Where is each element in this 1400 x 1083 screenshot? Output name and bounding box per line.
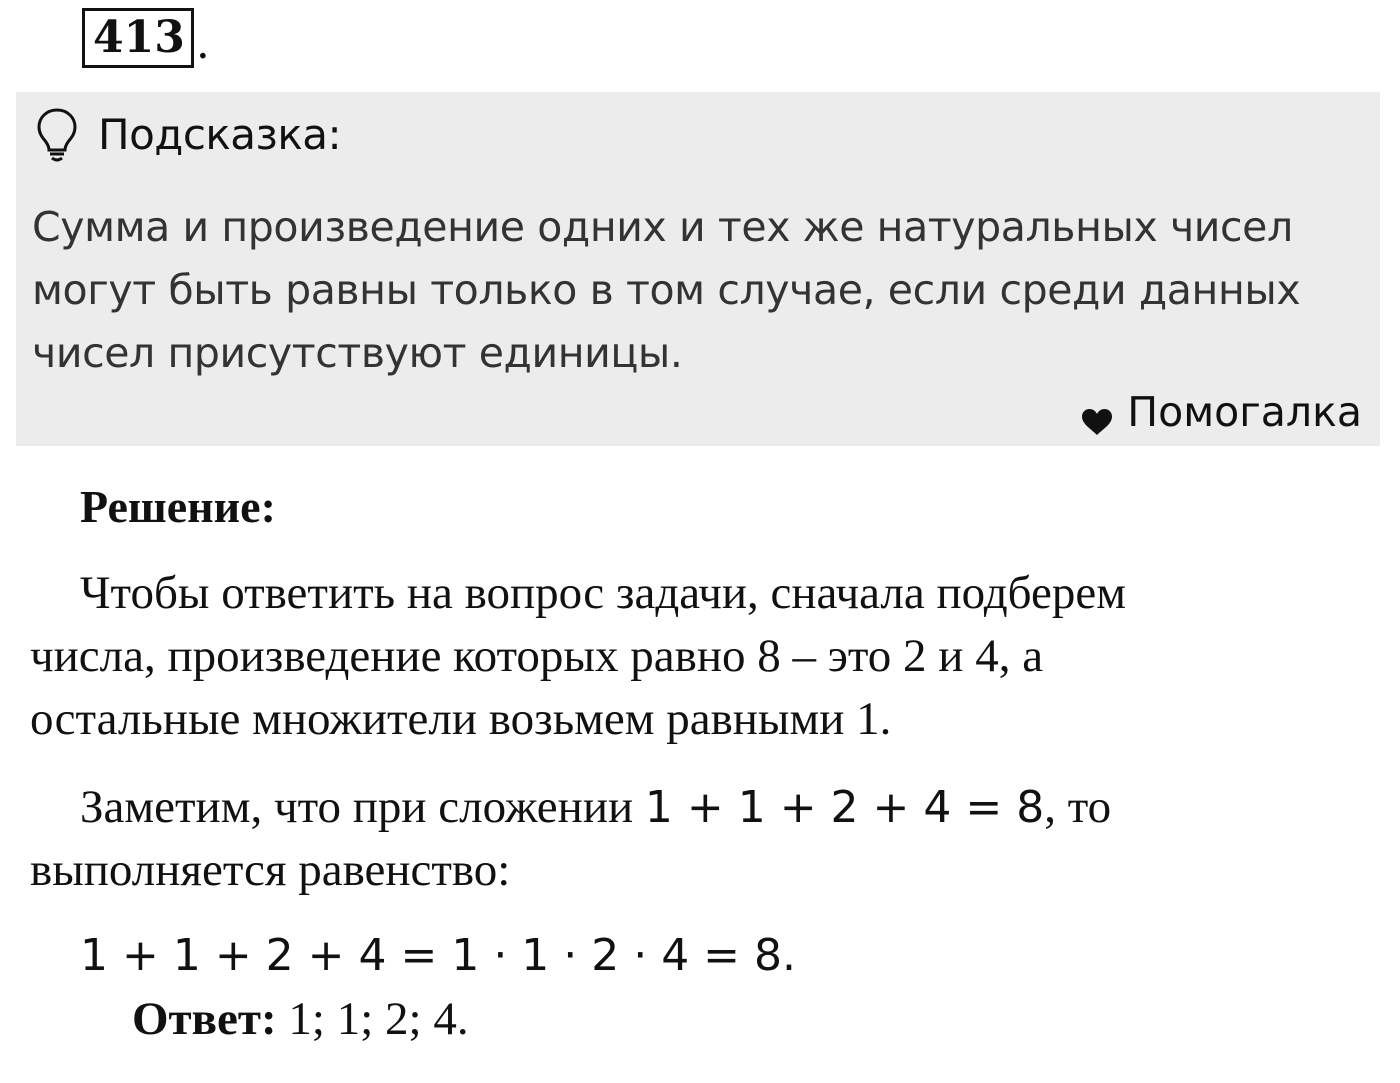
problem-number-suffix: .: [195, 18, 210, 69]
main-equation: 1 + 1 + 2 + 4 = 1 · 1 · 2 · 4 = 8.: [80, 930, 797, 981]
paragraph-line: Чтобы ответить на вопрос задачи, сначала подберем: [80, 567, 1126, 619]
paragraph-text: Заметим, что при сложении: [80, 781, 645, 833]
paragraph-line: остальные множители возьмем равными 1.: [30, 693, 892, 745]
solution-paragraph: [30, 776, 1111, 902]
answer-value: 1; 1; 2; 4.: [276, 993, 469, 1045]
solution-heading: Решение:: [80, 481, 276, 532]
answer-label: Ответ:: [132, 993, 277, 1045]
inline-math: 1 + 1 + 2 + 4 = 8: [644, 782, 1045, 833]
heart-icon: [1081, 398, 1113, 426]
hint-line: Сумма и произведение одних и тех же натуральных чисел: [32, 203, 1293, 251]
hint-line: могут быть равны только в том случае, если среди данных: [32, 266, 1301, 314]
hint-line: чисел присутствуют единицы.: [32, 329, 683, 377]
problem-number-box: 413: [82, 8, 194, 68]
hint-title: Подсказка:: [98, 109, 342, 159]
paragraph-line: [30, 776, 1111, 839]
paragraph-text: , то: [1044, 781, 1112, 833]
hint-text: [32, 196, 1332, 385]
problem-number: [82, 8, 210, 68]
solution-paragraph: [30, 562, 1126, 751]
lightbulb-icon: [34, 106, 80, 162]
hint-header: [34, 106, 341, 162]
brand-name: Помогалка: [1127, 388, 1362, 436]
paragraph-line: числа, произведение которых равно 8 – это 2 и 4, а: [30, 630, 1044, 682]
hint-box: [16, 92, 1380, 446]
paragraph-line: выполняется равенство:: [30, 844, 511, 896]
brand-label: [1081, 388, 1362, 436]
answer: [132, 992, 469, 1046]
